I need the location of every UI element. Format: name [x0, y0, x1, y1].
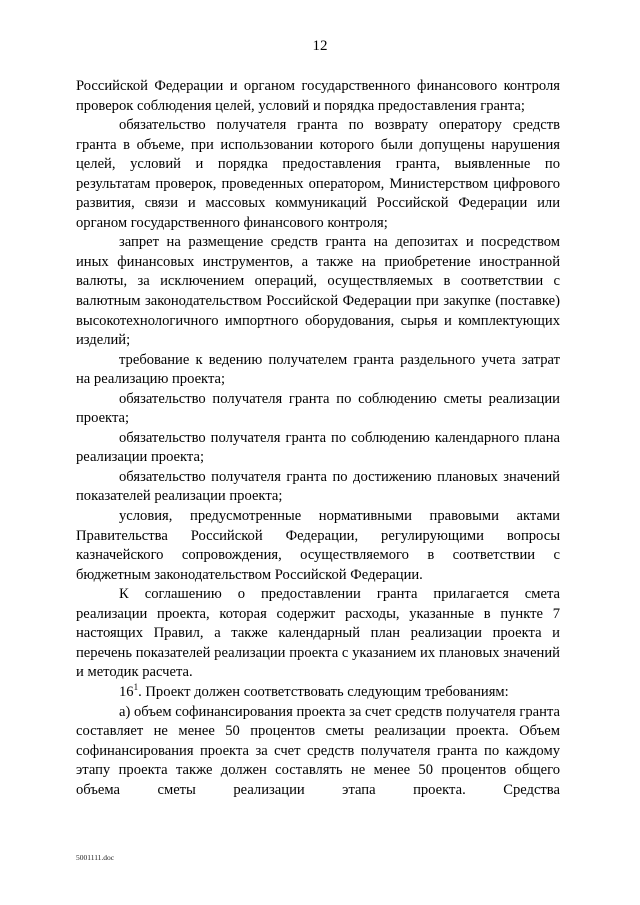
paragraph: обязательство получателя гранта по возврату оператору средств гранта в объеме, при использовании которого были допущены нарушения целей, условий и порядка предоставления гранта, выявленные по результатам проверок, проведенных оператором, Министерством цифрового развития, связи и массовых коммуникаций Российской Федерации или органом государственного финансового контроля;	[76, 117, 560, 231]
paragraph: условия, предусмотренные нормативными правовыми актами Правительства Российской Федерации, регулирующими вопросы казначейского сопровождения, осуществляемого в соответствии с бюджетным законодательством Российской Федерации.	[76, 508, 560, 583]
page-number: 12	[312, 38, 328, 54]
clause-superscript: 1	[133, 682, 139, 693]
clause-text: . Проект должен соответствовать следующим требованиям:	[138, 683, 509, 700]
paragraph: обязательство получателя гранта по достижению плановых значений показателей реализации проекта;	[76, 468, 560, 505]
footer-filename: 5001111.doc	[76, 853, 115, 862]
paragraph: обязательство получателя гранта по соблюдению сметы реализации проекта;	[76, 390, 560, 427]
paragraph: обязательство получателя гранта по соблюдению календарного плана реализации проекта;	[76, 429, 560, 466]
paragraph: требование к ведению получателем гранта раздельного учета затрат на реализацию проекта;	[76, 351, 560, 388]
paragraph: Российской Федерации и органом государственного финансового контроля проверок соблюдения целей, условий и порядка предоставления гранта;	[76, 78, 560, 114]
clause-number: 16	[119, 683, 134, 700]
paragraph: запрет на размещение средств гранта на депозитах и посредством иных финансовых инструментов, а также на приобретение иностранной валюты, за исключением операций, осуществляемых в соответствии с валютным законодательством Российской Федерации при закупке (поставке) высокотехнологичного импортного оборудования, сырья и комплектующих изделий;	[76, 234, 560, 349]
subclause-a: а) объем софинансирования проекта за счет средств получателя гранта составляет не менее 50 процентов сметы реализации проекта. Объем софинансирования проекта за счет средств получателя гранта по каждому этапу проекта также должен составлять не менее 50 процентов общего объема сметы реализации этапа проекта. Средства	[76, 703, 560, 798]
paragraph: К соглашению о предоставлении гранта прилагается смета реализации проекта, которая содержит расходы, указанные в пункте 7 настоящих Правил, а также календарный план реализации проекта и перечень показателей реализации проекта с указанием их плановых значений и методик расчета.	[76, 586, 560, 681]
clause-16-1	[76, 683, 560, 703]
document-body	[76, 77, 560, 800]
